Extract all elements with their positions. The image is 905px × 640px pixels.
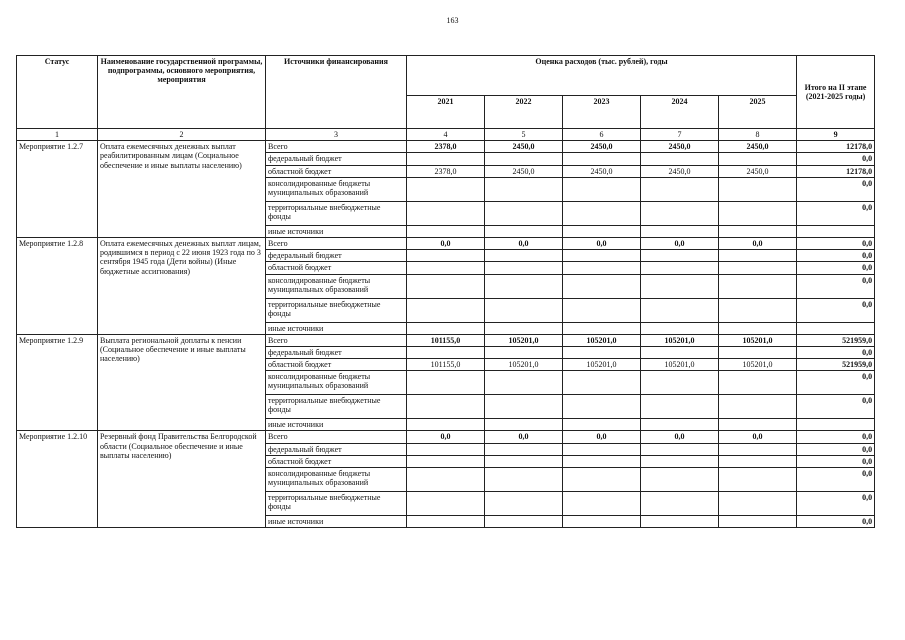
total-value: 0,0 xyxy=(797,346,875,358)
year-value xyxy=(563,177,641,201)
year-value: 2450,0 xyxy=(719,165,797,177)
year-value xyxy=(563,225,641,237)
funding-source: консолидированные бюджеты муниципальных образований xyxy=(266,177,407,201)
year-value xyxy=(485,298,563,322)
funding-source: Всего xyxy=(266,237,407,249)
year-value: 2450,0 xyxy=(485,165,563,177)
year-value: 0,0 xyxy=(563,237,641,249)
year-value xyxy=(407,455,485,467)
year-value xyxy=(563,201,641,225)
total-value: 521959,0 xyxy=(797,359,875,371)
year-value: 105201,0 xyxy=(641,359,719,371)
total-value: 0,0 xyxy=(797,455,875,467)
year-value xyxy=(641,443,719,455)
year-value xyxy=(563,371,641,395)
funding-source: областной бюджет xyxy=(266,165,407,177)
year-value xyxy=(485,250,563,262)
column-number: 6 xyxy=(563,129,641,141)
year-value xyxy=(641,346,719,358)
budget-table xyxy=(16,55,875,528)
total-value: 0,0 xyxy=(797,371,875,395)
year-value xyxy=(407,322,485,334)
year-value: 0,0 xyxy=(563,431,641,443)
column-number: 3 xyxy=(266,129,407,141)
column-number: 8 xyxy=(719,129,797,141)
year-value: 105201,0 xyxy=(719,359,797,371)
measure-status: Мероприятие 1.2.10 xyxy=(17,431,98,528)
year-value xyxy=(563,274,641,298)
year-value xyxy=(563,468,641,492)
year-value: 2450,0 xyxy=(485,141,563,153)
year-value xyxy=(485,201,563,225)
year-value xyxy=(719,516,797,528)
total-value: 12178,0 xyxy=(797,141,875,153)
year-value xyxy=(719,225,797,237)
year-value: 0,0 xyxy=(719,431,797,443)
funding-source: территориальные внебюджетные фонды xyxy=(266,201,407,225)
year-value xyxy=(641,516,719,528)
year-value xyxy=(719,298,797,322)
year-value: 101155,0 xyxy=(407,334,485,346)
header-year: 2024 xyxy=(641,96,719,129)
header-name: Наименование государственной программы, подпрограммы, основного мероприятия, мероприятия xyxy=(98,56,266,129)
column-number: 5 xyxy=(485,129,563,141)
funding-source: консолидированные бюджеты муниципальных образований xyxy=(266,371,407,395)
year-value xyxy=(719,395,797,419)
funding-source: Всего xyxy=(266,141,407,153)
funding-source: территориальные внебюджетные фонды xyxy=(266,492,407,516)
year-value xyxy=(407,225,485,237)
year-value: 0,0 xyxy=(485,431,563,443)
total-value: 0,0 xyxy=(797,237,875,249)
year-value: 2450,0 xyxy=(563,165,641,177)
funding-source: Всего xyxy=(266,431,407,443)
year-value: 0,0 xyxy=(719,237,797,249)
header-sources: Источники финансирования xyxy=(266,56,407,129)
year-value: 0,0 xyxy=(407,431,485,443)
measure-name: Оплата ежемесячных денежных выплат реабилитированным лицам (Социальное обеспечение и иные выплаты населению) xyxy=(98,141,266,238)
year-value xyxy=(563,419,641,431)
year-value xyxy=(719,201,797,225)
header-estimate: Оценка расходов (тыс. рублей), годы xyxy=(407,56,797,96)
year-value xyxy=(641,274,719,298)
year-value: 105201,0 xyxy=(641,334,719,346)
year-value xyxy=(563,443,641,455)
year-value xyxy=(407,274,485,298)
year-value xyxy=(485,455,563,467)
total-value: 0,0 xyxy=(797,177,875,201)
year-value xyxy=(485,371,563,395)
year-value: 105201,0 xyxy=(485,359,563,371)
year-value xyxy=(407,516,485,528)
year-value xyxy=(641,492,719,516)
year-value xyxy=(563,322,641,334)
funding-source: консолидированные бюджеты муниципальных образований xyxy=(266,274,407,298)
year-value xyxy=(407,262,485,274)
header-total: Итого на II этапе (2021-2025 годы) xyxy=(797,56,875,129)
total-value: 0,0 xyxy=(797,201,875,225)
header-status: Статус xyxy=(17,56,98,129)
funding-source: иные источники xyxy=(266,225,407,237)
year-value xyxy=(485,395,563,419)
measure-status: Мероприятие 1.2.8 xyxy=(17,237,98,334)
total-value: 0,0 xyxy=(797,298,875,322)
year-value xyxy=(719,322,797,334)
year-value: 101155,0 xyxy=(407,359,485,371)
total-value xyxy=(797,322,875,334)
year-value xyxy=(485,346,563,358)
header-year: 2025 xyxy=(719,96,797,129)
funding-source: Всего xyxy=(266,334,407,346)
year-value xyxy=(641,298,719,322)
year-value xyxy=(485,322,563,334)
year-value xyxy=(407,298,485,322)
year-value xyxy=(641,201,719,225)
year-value xyxy=(563,250,641,262)
funding-source: областной бюджет xyxy=(266,262,407,274)
header-year: 2023 xyxy=(563,96,641,129)
year-value: 105201,0 xyxy=(719,334,797,346)
year-value: 2378,0 xyxy=(407,165,485,177)
year-value xyxy=(407,346,485,358)
column-number: 4 xyxy=(407,129,485,141)
year-value xyxy=(719,274,797,298)
year-value: 2450,0 xyxy=(641,141,719,153)
year-value xyxy=(719,153,797,165)
year-value xyxy=(407,492,485,516)
year-value xyxy=(719,346,797,358)
year-value xyxy=(485,274,563,298)
measure-name: Оплата ежемесячных денежных выплат лицам, родившимся в период с 22 июня 1923 года по 3 сентября 1945 года (Дети войны) (Иные бюджетные ассигнования) xyxy=(98,237,266,334)
year-value xyxy=(641,177,719,201)
year-value xyxy=(719,492,797,516)
year-value xyxy=(485,177,563,201)
year-value xyxy=(563,262,641,274)
year-value xyxy=(719,177,797,201)
header-year: 2021 xyxy=(407,96,485,129)
year-value xyxy=(563,298,641,322)
year-value xyxy=(485,468,563,492)
total-value: 0,0 xyxy=(797,443,875,455)
year-value xyxy=(407,153,485,165)
year-value xyxy=(719,468,797,492)
year-value xyxy=(407,201,485,225)
table-row xyxy=(17,141,875,153)
total-value xyxy=(797,225,875,237)
year-value xyxy=(719,250,797,262)
year-value: 2450,0 xyxy=(563,141,641,153)
year-value xyxy=(485,492,563,516)
year-value: 0,0 xyxy=(641,237,719,249)
year-value xyxy=(407,371,485,395)
year-value xyxy=(485,262,563,274)
funding-source: федеральный бюджет xyxy=(266,250,407,262)
year-value: 0,0 xyxy=(641,431,719,443)
table-row xyxy=(17,431,875,443)
year-value xyxy=(719,262,797,274)
total-value: 0,0 xyxy=(797,274,875,298)
funding-source: иные источники xyxy=(266,322,407,334)
header-year: 2022 xyxy=(485,96,563,129)
year-value: 0,0 xyxy=(485,237,563,249)
year-value: 2450,0 xyxy=(719,141,797,153)
funding-source: областной бюджет xyxy=(266,455,407,467)
year-value xyxy=(641,153,719,165)
total-value: 0,0 xyxy=(797,516,875,528)
total-value: 0,0 xyxy=(797,431,875,443)
year-value xyxy=(641,322,719,334)
year-value xyxy=(407,468,485,492)
funding-source: иные источники xyxy=(266,516,407,528)
column-number: 7 xyxy=(641,129,719,141)
measure-status: Мероприятие 1.2.7 xyxy=(17,141,98,238)
funding-source: консолидированные бюджеты муниципальных образований xyxy=(266,468,407,492)
year-value xyxy=(563,395,641,419)
year-value xyxy=(485,153,563,165)
total-value: 0,0 xyxy=(797,395,875,419)
year-value xyxy=(407,443,485,455)
measure-status: Мероприятие 1.2.9 xyxy=(17,334,98,431)
year-value xyxy=(563,455,641,467)
year-value: 105201,0 xyxy=(563,334,641,346)
column-number: 2 xyxy=(98,129,266,141)
total-value: 521959,0 xyxy=(797,334,875,346)
year-value xyxy=(485,225,563,237)
year-value xyxy=(641,250,719,262)
total-value: 0,0 xyxy=(797,468,875,492)
column-number: 1 xyxy=(17,129,98,141)
year-value: 105201,0 xyxy=(563,359,641,371)
funding-source: территориальные внебюджетные фонды xyxy=(266,298,407,322)
measure-name: Выплата региональной доплаты к пенсии (Социальное обеспечение и иные выплаты населению) xyxy=(98,334,266,431)
column-number: 9 xyxy=(797,129,875,141)
total-value: 0,0 xyxy=(797,153,875,165)
year-value xyxy=(641,468,719,492)
column-number-row xyxy=(17,129,875,141)
funding-source: федеральный бюджет xyxy=(266,153,407,165)
funding-source: территориальные внебюджетные фонды xyxy=(266,395,407,419)
page-number: 163 xyxy=(446,16,459,25)
total-value xyxy=(797,419,875,431)
total-value: 0,0 xyxy=(797,492,875,516)
year-value: 2378,0 xyxy=(407,141,485,153)
year-value xyxy=(485,443,563,455)
funding-source: иные источники xyxy=(266,419,407,431)
year-value xyxy=(407,250,485,262)
total-value: 0,0 xyxy=(797,250,875,262)
measure-name: Резервный фонд Правительства Белгородской области (Социальное обеспечение и иные выплаты населению) xyxy=(98,431,266,528)
table-row xyxy=(17,237,875,249)
year-value xyxy=(641,225,719,237)
year-value xyxy=(641,455,719,467)
year-value xyxy=(407,395,485,419)
funding-source: областной бюджет xyxy=(266,359,407,371)
year-value xyxy=(563,346,641,358)
funding-source: федеральный бюджет xyxy=(266,346,407,358)
year-value xyxy=(563,153,641,165)
year-value xyxy=(485,516,563,528)
year-value xyxy=(563,516,641,528)
year-value xyxy=(485,419,563,431)
year-value: 0,0 xyxy=(407,237,485,249)
year-value xyxy=(641,371,719,395)
year-value xyxy=(407,177,485,201)
year-value xyxy=(563,492,641,516)
year-value xyxy=(407,419,485,431)
total-value: 0,0 xyxy=(797,262,875,274)
year-value: 105201,0 xyxy=(485,334,563,346)
year-value xyxy=(719,419,797,431)
table-row xyxy=(17,334,875,346)
year-value xyxy=(641,395,719,419)
year-value: 2450,0 xyxy=(641,165,719,177)
funding-source: федеральный бюджет xyxy=(266,443,407,455)
year-value xyxy=(719,443,797,455)
year-value xyxy=(719,371,797,395)
year-value xyxy=(719,455,797,467)
year-value xyxy=(641,262,719,274)
total-value: 12178,0 xyxy=(797,165,875,177)
year-value xyxy=(641,419,719,431)
